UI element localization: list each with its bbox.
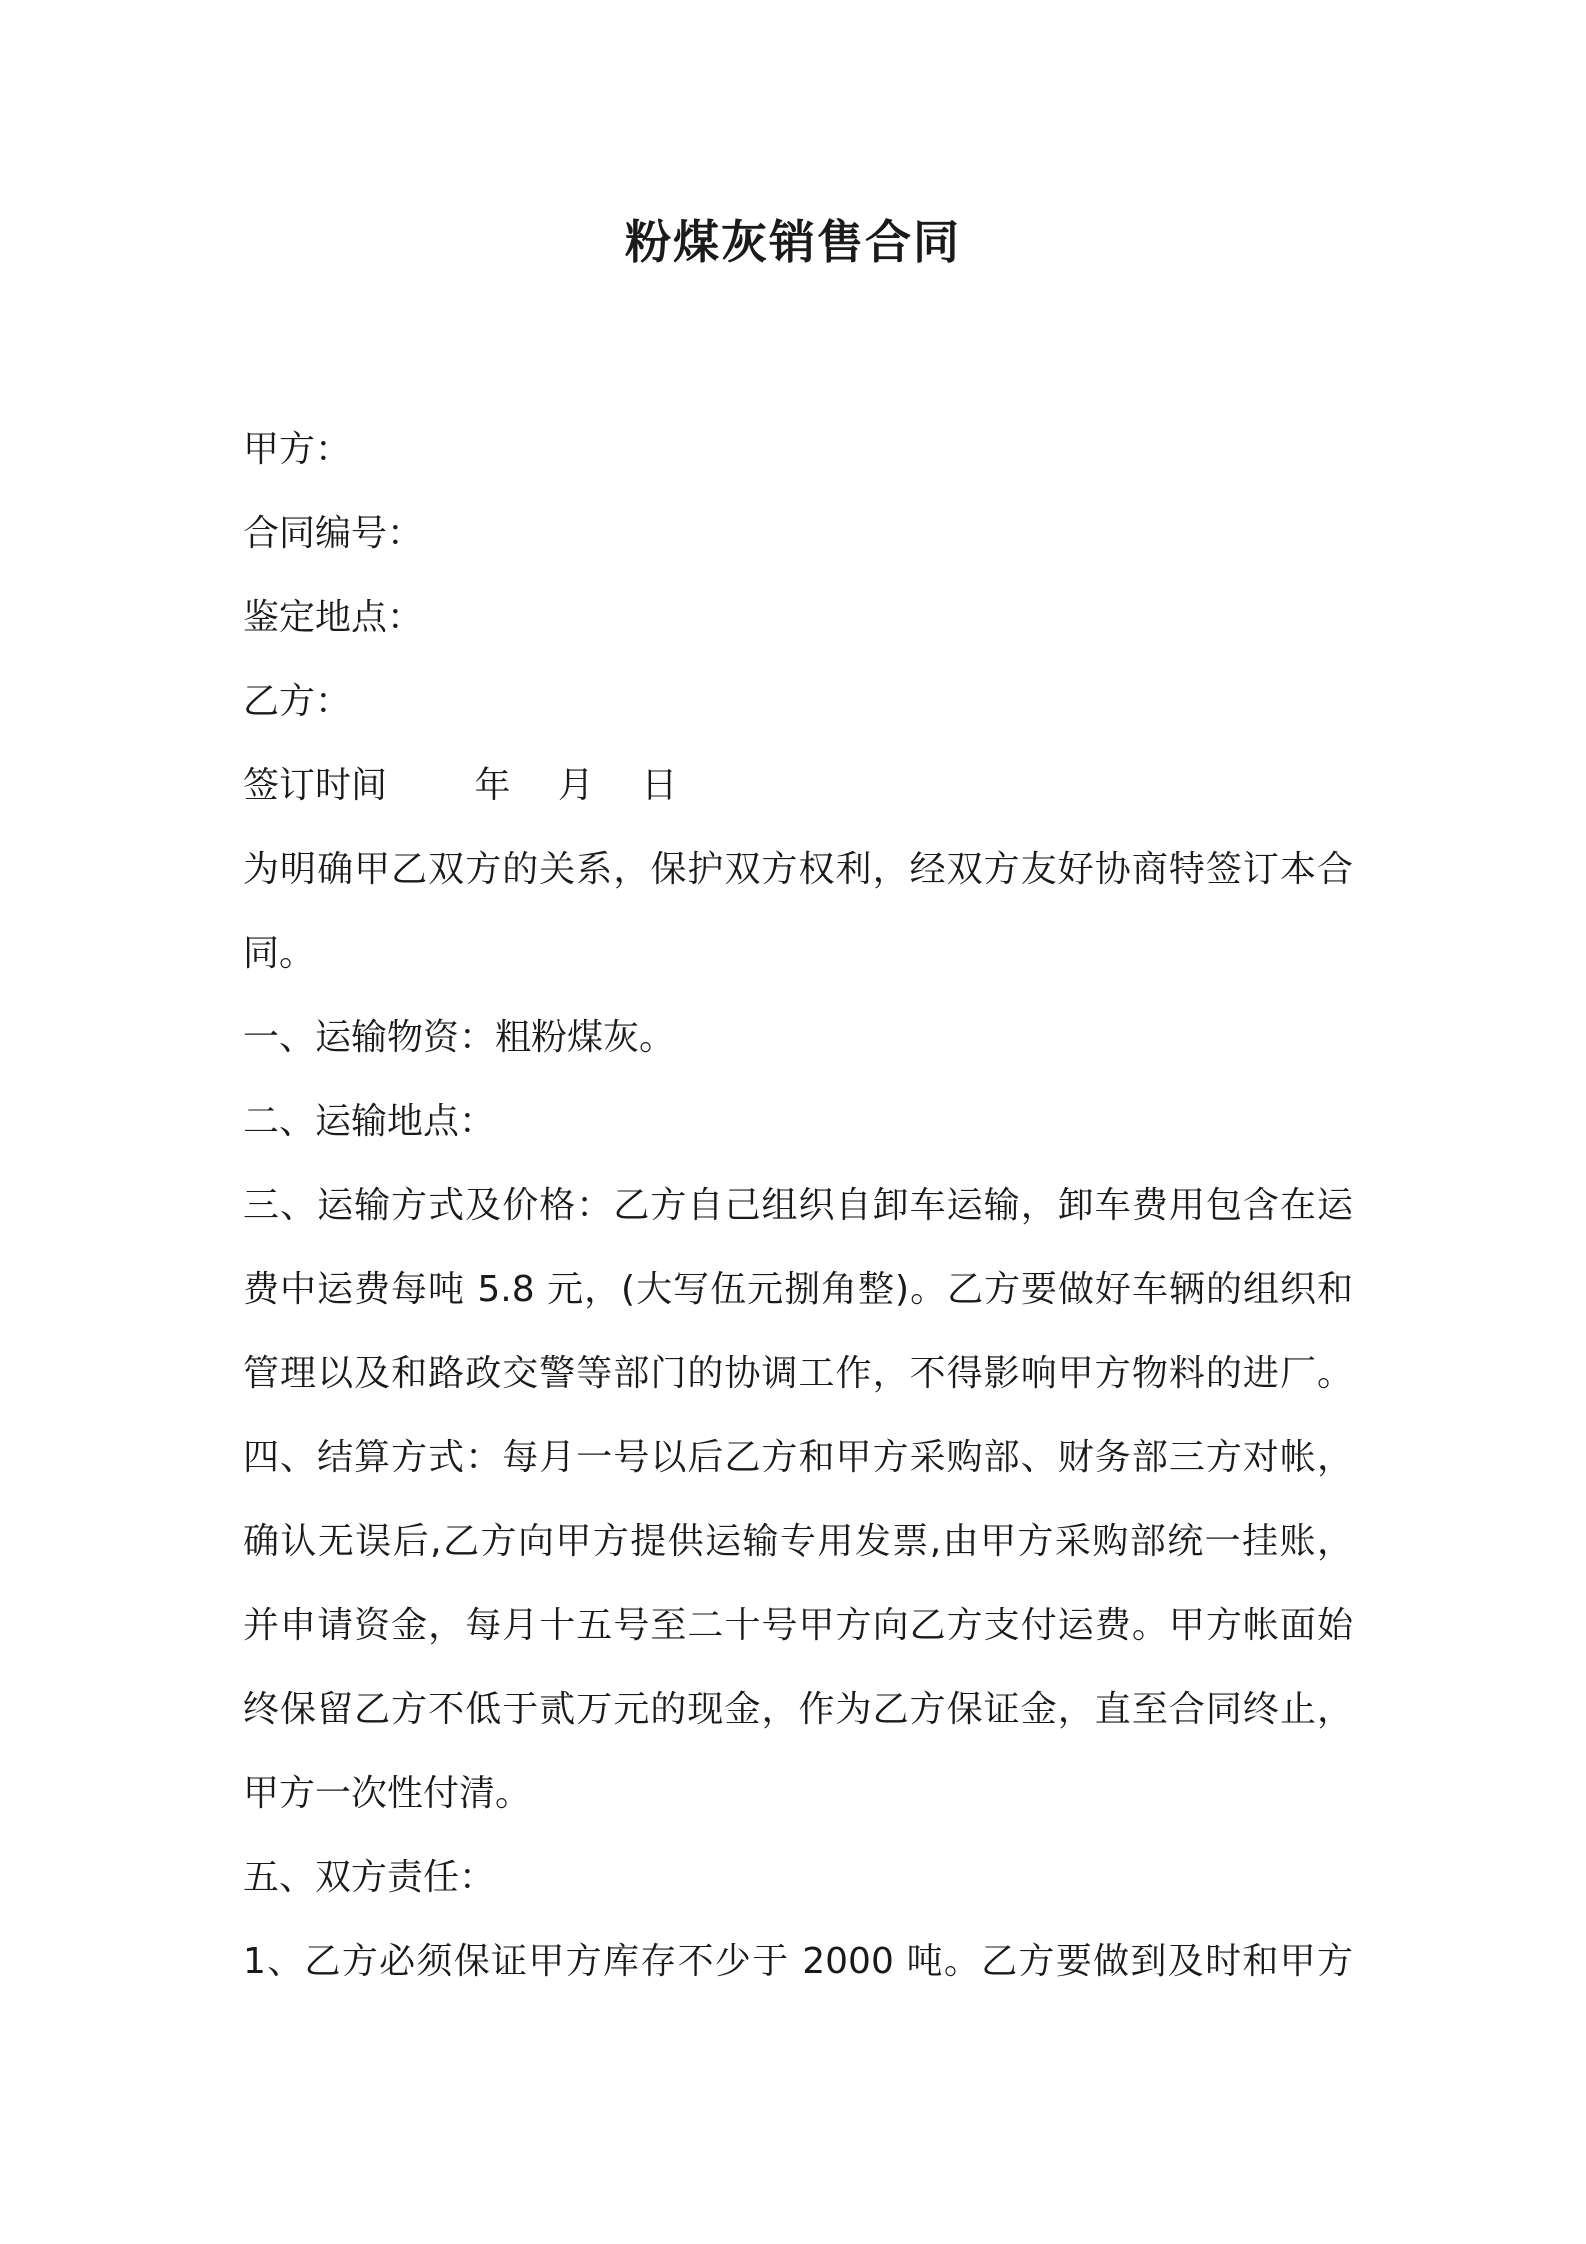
party-b-field: 乙方： bbox=[243, 681, 352, 722]
clause-3-line-3: 管理以及和路政交警等部门的协调工作，不得影响甲方物料的进厂。 bbox=[243, 1353, 1353, 1394]
location-field: 鉴定地点： bbox=[243, 597, 424, 638]
sign-date-field bbox=[243, 744, 1353, 828]
clause-1-goods: 一、运输物资：粗粉煤灰。 bbox=[243, 1017, 676, 1058]
sign-month-label: 月 bbox=[557, 765, 594, 806]
clause-4-line-2: 确认无误后,乙方向甲方提供运输专用发票,由甲方采购部统一挂账， bbox=[243, 1521, 1353, 1562]
clause-4-line-1: 四、结算方式：每月一号以后乙方和甲方采购部、财务部三方对帐， bbox=[243, 1437, 1353, 1478]
contract-number-field: 合同编号： bbox=[243, 513, 424, 554]
clause-2-location: 二、运输地点： bbox=[243, 1101, 496, 1142]
clause-3-line-1: 三、运输方式及价格：乙方自己组织自卸车运输，卸车费用包含在运 bbox=[243, 1185, 1353, 1226]
sign-year-label: 年 bbox=[474, 765, 511, 806]
clause-4-line-4: 终保留乙方不低于贰万元的现金，作为乙方保证金，直至合同终止， bbox=[243, 1689, 1353, 1730]
document-body bbox=[243, 408, 1353, 2004]
document-title: 粉煤灰销售合同 bbox=[625, 215, 961, 269]
party-a-field: 甲方： bbox=[243, 429, 352, 470]
clause-3-line-2: 费中运费每吨 5.8 元，(大写伍元捌角整)。乙方要做好车辆的组织和 bbox=[243, 1269, 1353, 1310]
clause-4-line-3: 并申请资金，每月十五号至二十号甲方向乙方支付运费。甲方帐面始 bbox=[243, 1605, 1353, 1646]
sign-day-label: 日 bbox=[641, 765, 678, 806]
clause-5-heading: 五、双方责任： bbox=[243, 1857, 496, 1898]
sign-time-label: 签订时间 bbox=[243, 765, 388, 806]
clause-4-line-5: 甲方一次性付清。 bbox=[243, 1773, 532, 1814]
preamble-line-2: 同。 bbox=[243, 933, 316, 974]
clause-5-item-1-line-1: 1、乙方必须保证甲方库存不少于 2000 吨。乙方要做到及时和甲方 bbox=[243, 1941, 1353, 1982]
preamble-line-1: 为明确甲乙双方的关系，保护双方权利，经双方友好协商特签订本合 bbox=[243, 849, 1353, 890]
